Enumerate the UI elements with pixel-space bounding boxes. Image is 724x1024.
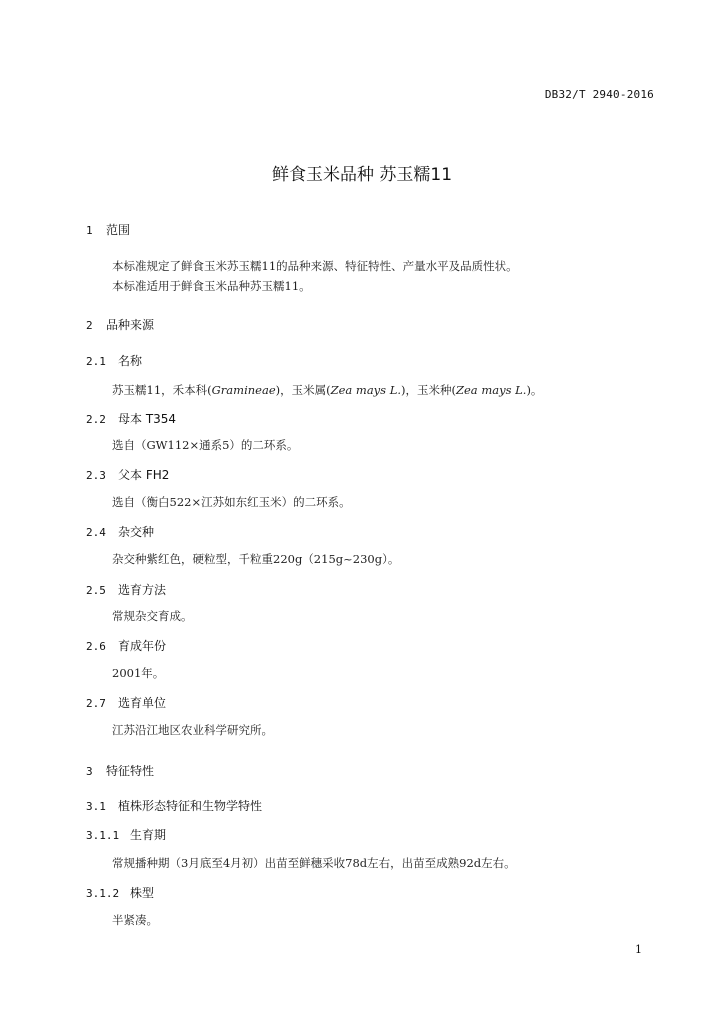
section-title: 杂交种 [118, 525, 155, 539]
section-title: 范围 [106, 223, 131, 237]
female-parent-paragraph: 选自（GW112×通系5）的二环系。 [112, 438, 299, 452]
section-title: 选育方法 [118, 583, 167, 597]
section-number: 2.2 [86, 413, 106, 426]
section-3-1-heading [86, 797, 262, 814]
section-number: 2.4 [86, 526, 106, 539]
section-number: 2.7 [86, 697, 106, 710]
document-title: 鲜食玉米品种 苏玉糯11 [271, 165, 453, 185]
section-title: 名称 [118, 354, 143, 368]
section-number: 2 [86, 319, 93, 332]
section-title: 育成年份 [118, 639, 167, 653]
section-number: 2.3 [86, 469, 106, 482]
section-title: 株型 [130, 886, 155, 900]
scope-paragraph-2: 本标准适用于鲜食玉米品种苏玉糯11。 [112, 279, 311, 293]
text-run: )，玉米属( [275, 383, 331, 397]
section-number: 1 [86, 224, 93, 237]
section-1-heading [86, 221, 130, 238]
section-title: 特征特性 [106, 764, 155, 778]
growth-period-paragraph: 常规播种期（3月底至4月初）出苗至鲜穗采收78d左右，出苗至成熟92d左右。 [112, 856, 516, 870]
hybrid-paragraph: 杂交种紫红色，硬粒型，千粒重220g（215g~230g）。 [112, 552, 400, 566]
text-run: 苏玉糯11，禾本科( [112, 383, 212, 397]
section-number: 3.1.2 [86, 887, 120, 900]
section-number: 3.1 [86, 800, 106, 813]
section-title: 生育期 [130, 828, 167, 842]
section-number: 2.5 [86, 584, 106, 597]
section-title: 母本 T354 [118, 412, 177, 426]
section-2-5-heading [86, 581, 166, 598]
section-2-3-heading [86, 466, 169, 483]
section-title: 品种来源 [106, 318, 155, 332]
section-2-7-heading [86, 694, 166, 711]
section-number: 3.1.1 [86, 829, 120, 842]
scope-paragraph-1: 本标准规定了鲜食玉米苏玉糯11的品种来源、特征特性、产量水平及品质性状。 [112, 259, 518, 273]
male-parent-paragraph: 选自（衡白522×江苏如东红玉米）的二环系。 [112, 495, 351, 509]
release-year-paragraph: 2001年。 [112, 666, 165, 680]
section-title: 选育单位 [118, 696, 167, 710]
latin-genus-name: Zea mays L. [330, 383, 402, 397]
breeding-method-paragraph: 常规杂交育成。 [112, 609, 193, 623]
text-run: )，玉米种( [401, 383, 457, 397]
section-number: 2.6 [86, 640, 106, 653]
plant-type-paragraph: 半紧凑。 [112, 913, 158, 927]
section-3-1-1-heading [86, 826, 166, 843]
breeder-paragraph: 江苏沿江地区农业科学研究所。 [112, 723, 273, 737]
section-number: 2.1 [86, 355, 106, 368]
latin-family-name: Gramineae [211, 383, 276, 397]
text-run: )。 [526, 383, 543, 397]
section-2-6-heading [86, 637, 166, 654]
section-2-4-heading [86, 523, 154, 540]
section-2-2-heading [86, 410, 176, 427]
section-2-1-heading [86, 352, 142, 369]
name-paragraph [112, 382, 542, 398]
section-3-heading [86, 762, 154, 779]
latin-species-name: Zea mays L. [456, 383, 527, 397]
section-number: 3 [86, 765, 93, 778]
section-3-1-2-heading [86, 884, 154, 901]
section-2-heading [86, 316, 154, 333]
section-title: 植株形态特征和生物学特性 [118, 799, 263, 813]
section-title: 父本 FH2 [118, 468, 170, 482]
page-number: 1 [635, 943, 642, 956]
standard-code: DB32/T 2940-2016 [544, 88, 654, 101]
